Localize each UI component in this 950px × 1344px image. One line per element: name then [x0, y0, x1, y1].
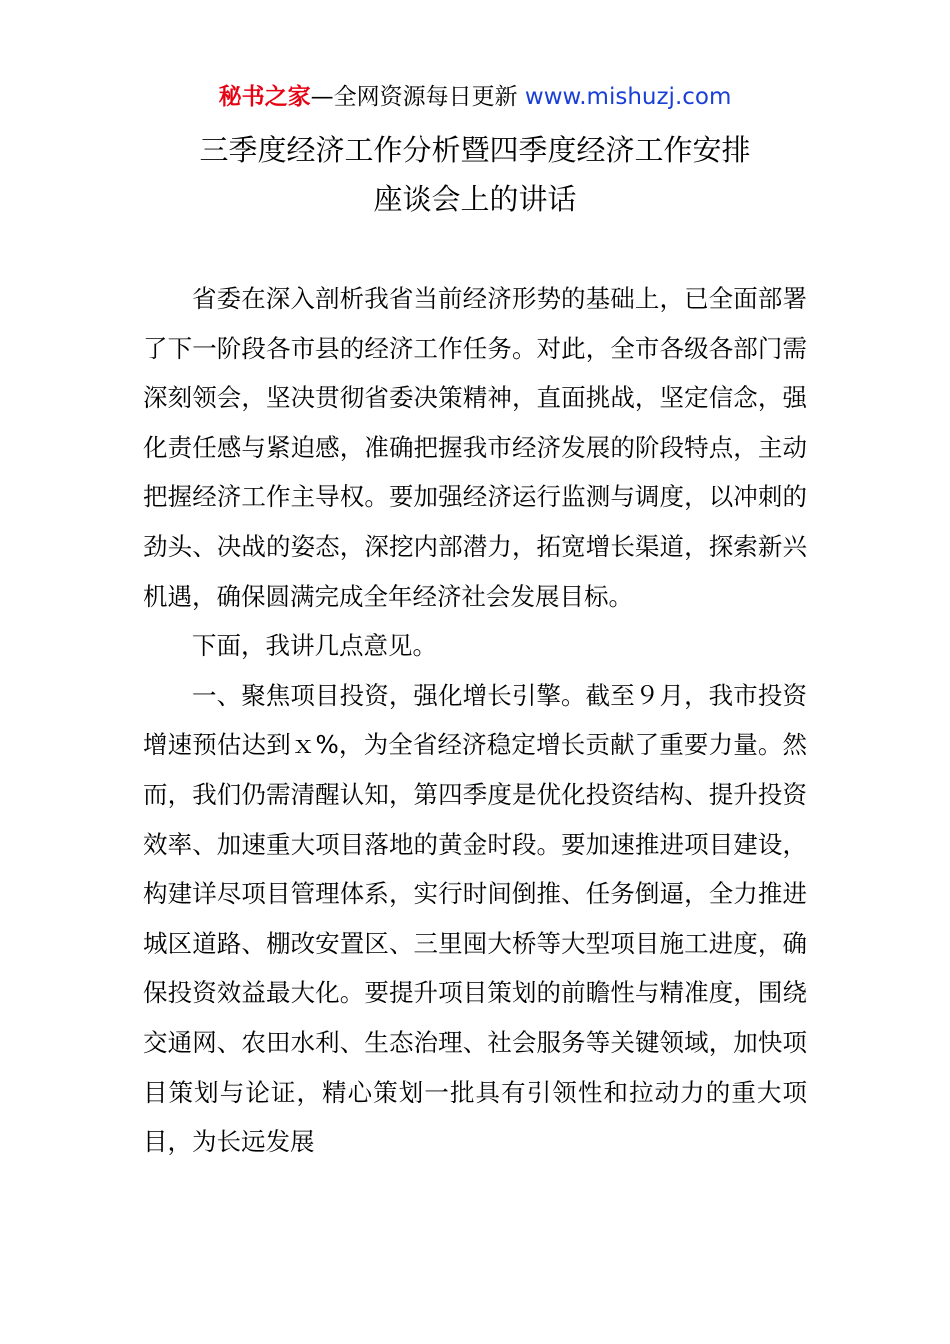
site-url[interactable]: www.mishuzj.com	[524, 84, 732, 110]
brand-name: 秘书之家	[218, 84, 311, 110]
paragraph-3: 一、聚焦项目投资，强化增长引擎。截至９月，我市投资增速预估达到ｘ%，为全省经济稳定增长贡献了重要力量。然而，我们仍需清醒认知，第四季度是优化投资结构、提升投资效率、加速重大项目落地的黄金时段。要加速推进项目建设，构建详尽项目管理体系，实行时间倒推、任务倒逼，全力推进城区道路、棚改安置区、三里囤大桥等大型项目施工进度，确保投资效益最大化。要提升项目策划的前瞻性与精准度，围绕交通网、农田水利、生态治理、社会服务等关键领域，加快项目策划与论证，精心策划一批具有引领性和拉动力的重大项目，为长远发展	[143, 680, 807, 1157]
title-line-2: 座谈会上的讲话	[373, 182, 577, 216]
title-line-1: 三季度经济工作分析暨四季度经济工作安排	[199, 133, 751, 167]
site-header	[0, 80, 950, 114]
paragraph-1: 省委在深入剖析我省当前经济形势的基础上，已全面部署了下一阶段各市县的经济工作任务。对此，全市各级各部门需深刻领会，坚决贯彻省委决策精神，直面挑战，坚定信念，强化责任感与紧迫感，准确把握我市经济发展的阶段特点，主动把握经济工作主导权。要加强经济运行监测与调度，以冲刺的劲头、决战的姿态，深挖内部潜力，拓宽增长渠道，探索新兴机遇，确保圆满完成全年经济社会发展目标。	[143, 284, 807, 611]
document-title	[0, 126, 950, 224]
header-tagline: —全网资源每日更新	[310, 84, 518, 110]
paragraph-2: 下面，我讲几点意见。	[192, 631, 437, 661]
document-body	[143, 274, 807, 1167]
